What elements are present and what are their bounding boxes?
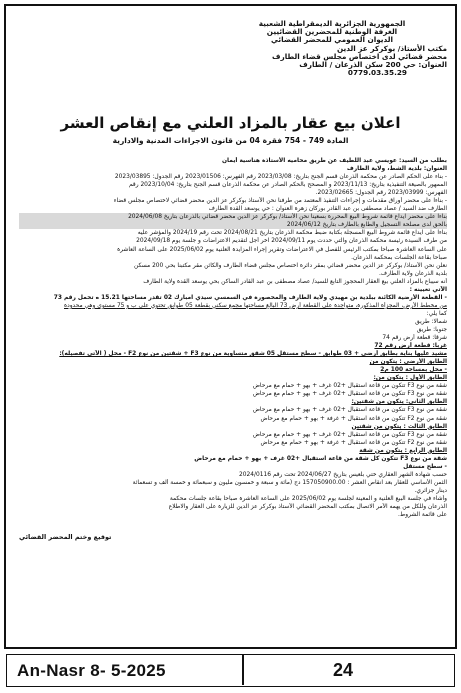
body-line: العنوان: بلدية الشط، ولاية الطارف	[346, 166, 447, 173]
body-line: من مخطط الأرض، المجزأة المذكورة، متواجدة على القطعة أرض 73 البالغ مساحتها مجمع سكني بقطعة 05 طوابق تحتوي على ب و 75 مستوى وهي محدودة	[64, 302, 447, 309]
body-line: الطارف ضد السيد / عصاد مصطفى بن عبد القادر بوركان زهرة العنوان : حي يوسعد القدة الطارف	[208, 206, 447, 213]
body-line: صباحا بقاعة الجلسات بمحكمة الذرعان.	[351, 254, 447, 261]
body-line: شقة من نوع F3 تتكون من قاعة استقبال +02 غرف + بهو + حمام مع مرحاض	[252, 383, 447, 390]
body-line: بطلب من السيد: عويسي عبد اللطيف عن طريق محاميه الأستاذة هناسية أيمان	[222, 158, 447, 164]
body-line: - بناء على الحكم الصادر عن محكمة الذرعان قسم الجنح بتاريخ: 2023/03/08 رقم الفهرس: 2023/01506 رقم الجدول: 2023/03895	[114, 174, 447, 181]
body-line: الطابق الثالث : يتكون من شقتين	[351, 423, 447, 430]
body-line: بناءا على ايداع قائمة شروط البيع المسجلة بكتابة ضبط محكمة الذرعان بتاريخ 2024/08/21 تحت رقم 2024/19 والمؤشر عليه	[137, 230, 447, 237]
body-line: على الساعة العاشرة صباحا بمكتب الرئيس للفصل في الاعتراضات وتقرير إجراء المزايدة العلنية يوم 2025/06/02 على الساعة العاشرة	[117, 246, 447, 253]
body-line: الطابق الثاني: يتكون من شقتين:	[351, 399, 447, 406]
body-line: مشيد عليها بناية بطابق أرضي + 03 طوابق - سطح مستقل 05 شقق متساوية من نوع F3 + شقتين من نوع F2 - محل ( الآتي تفصيله):	[59, 351, 447, 358]
page-footer	[6, 654, 455, 687]
body-line: جنوبا: طريق	[416, 326, 447, 333]
body-line: - سطح مستقل	[403, 463, 447, 470]
body-line: الذرعان وللكل من يهمه الأمر الاتصال بمكتب المحضر القضائي الأستاذ بوكركر عز الدين للزيارة على العقار والاطلاع	[168, 504, 447, 511]
body-line: كما يلي:	[426, 310, 447, 317]
body-line: شمالا: طريق	[415, 318, 447, 325]
body-line: غربا: قطعة أرض رقم 72	[374, 343, 447, 350]
body-line: الفهرس: 2023/03999 رقم الجدول: 2023/02665.	[315, 190, 447, 197]
body-line: - محل بمساحة 100 م2	[380, 367, 447, 374]
body-line: الآتي تعيينه :	[409, 286, 447, 293]
header-line: الديوان العمومي للمحضر القضائي	[271, 35, 393, 45]
body-line: شقة من نوع F3 تتكون من قاعة استقبال +02 غرف + بهو + حمام مع مرحاض	[252, 391, 447, 398]
header-line: الغرفة الوطنية للمحضرين القضائيين	[266, 27, 398, 37]
notice-subtitle: المادة 749 - 754 فقرة 04 من قانون الاجراءات المدنية والادارية	[112, 136, 349, 145]
body-line: شقة من نوع F2 تتكون من قاعة استقبال + غرفة + بهو + حمام مع مرحاض	[260, 415, 447, 422]
header-line: العنوان: حي 200 سكن الذرعان / الطارف	[299, 60, 447, 70]
header-line: مكتب الأستاذ/ بوكركر عز الدين	[336, 43, 447, 53]
body-line: بالحق لدى مصلحة التسجيل والطابع بالطارف بتاريخ 2024/06/12	[19, 221, 447, 229]
header-line: الجمهورية الجزائرية الديمقراطية الشعبية	[258, 19, 406, 28]
body-line: شرقا: قطعة أرض رقم 74	[382, 335, 447, 342]
header-line: محضر قضائي لدى اختصاص مجلس قضاء الطارف	[272, 51, 447, 61]
body-line: - بناءا على محضر أوراق مقدمات و إجراءات التنفيذ المعتمد من طرفنا نحن الأستاذ بوكركر عز الدين محضر قضائي لاختصاص مجلس قضاء	[113, 198, 447, 205]
body-line: شقة من نوع F3 تتكون من قاعة استقبال +02 غرف + بهو + حمام مع مرحاض	[252, 431, 447, 438]
bailiff-header	[117, 20, 447, 77]
body-line: وأشاء في جلسة البيع العلنية و المعينة لجلسة يوم 2025/06/02 على الساعة العاشرة صباحا بقاعة جلسات محكمة	[169, 495, 447, 502]
newspaper-name-date: An-Nasr 8- 5-2025	[17, 661, 166, 680]
body-line: الممهور بالصيغة التنفيذية بتاريخ: 2023/11/13 و المصحح بالحكم الصادر عن محكمة الذرعان قسم الجنح بتاريخ: 2023/10/04 رقم	[128, 182, 447, 189]
body-line: شقة من نوع F3 تتكون كل شقة من قاعة استقبال +02 غرف + بهو + حمام مع مرحاض	[194, 455, 447, 462]
body-line: بلدية الذرعان ولاية الطارف.	[379, 270, 447, 277]
page-number: 24	[333, 660, 354, 680]
notice-body	[19, 157, 447, 541]
header-phone: 0779.03.35.29	[347, 68, 407, 78]
body-line: بناءا على محضر ايداع قائمة شروط البيع المحررة بسعينا نحن الأستاذ/ بوكركر عز الدين محضر قضائي بالذرعان بتاريخ 2024/06/08	[19, 213, 447, 221]
body-line: دينار جزائري.	[414, 487, 447, 494]
body-line: من طرف السيدة رئيسة محكمة الذرعان والتي حددت يوم 2024/09/11 آخر أجل لتقديم الاعتراضات و جلسة يوم 2024/09/18	[136, 238, 447, 245]
body-line: نعلن نحن الأستاذ/ بوكركر عز الدين محضر قضائي بمقر دائرة اختصاص مجلس قضاء الطارف والكائن مقر مكتبنا بحي 200 مسكن	[134, 262, 447, 269]
signature-label: توقيع وختم المحضر القضائي	[19, 533, 112, 542]
body-line: أنه سيباع بالمزاد العلني بيع العقار المحجوز التابع للسيد/ عصاد مصطفى بن عبد القادر الساكن بحي يوسعد القدة ولاية الطارف	[143, 278, 447, 285]
body-line: الطابق الأرضي : يتكون من	[369, 359, 447, 366]
notice-title: اعلان بيع عقار بالمزاد العلني مع إنقاص العشر	[60, 114, 401, 132]
body-line: الطابق الأول : يتكون من:	[373, 375, 447, 382]
body-line: حسب شهادة الشهر العقاري ختي بلعيس بتاريخ 2024/06/27 تحت رقم 2024/0116	[238, 471, 447, 478]
body-line: شقة من نوع F3 تتكون من قاعة استقبال +02 غرف + بهو + حمام مع مرحاض	[252, 407, 447, 414]
body-line: على قائمة الشروط.	[397, 512, 447, 519]
body-line: - القطعة الأرضية الكائنة ببلدية بن مهيدي ولاية الطارف والمحصورة في السمسي سيدي امبارك 02 تقدر مساحتها 15.21 ه تحمل رقم 73	[53, 294, 447, 301]
body-line: الثمن الأساسي للعقار بعد انقاص العشر : 157050900.00 دج (مائة و سبعة و خمسون مليون و سبعمائة و خمسة ألف و تسعمائة	[132, 479, 447, 486]
footer-divider	[242, 655, 244, 685]
body-line: شقة من نوع F2 تتكون من قاعة استقبال + غرفة + بهو + حمام مع مرحاض	[260, 439, 447, 446]
body-line: الطابق الرابع : يتكون من شقة	[359, 447, 447, 454]
